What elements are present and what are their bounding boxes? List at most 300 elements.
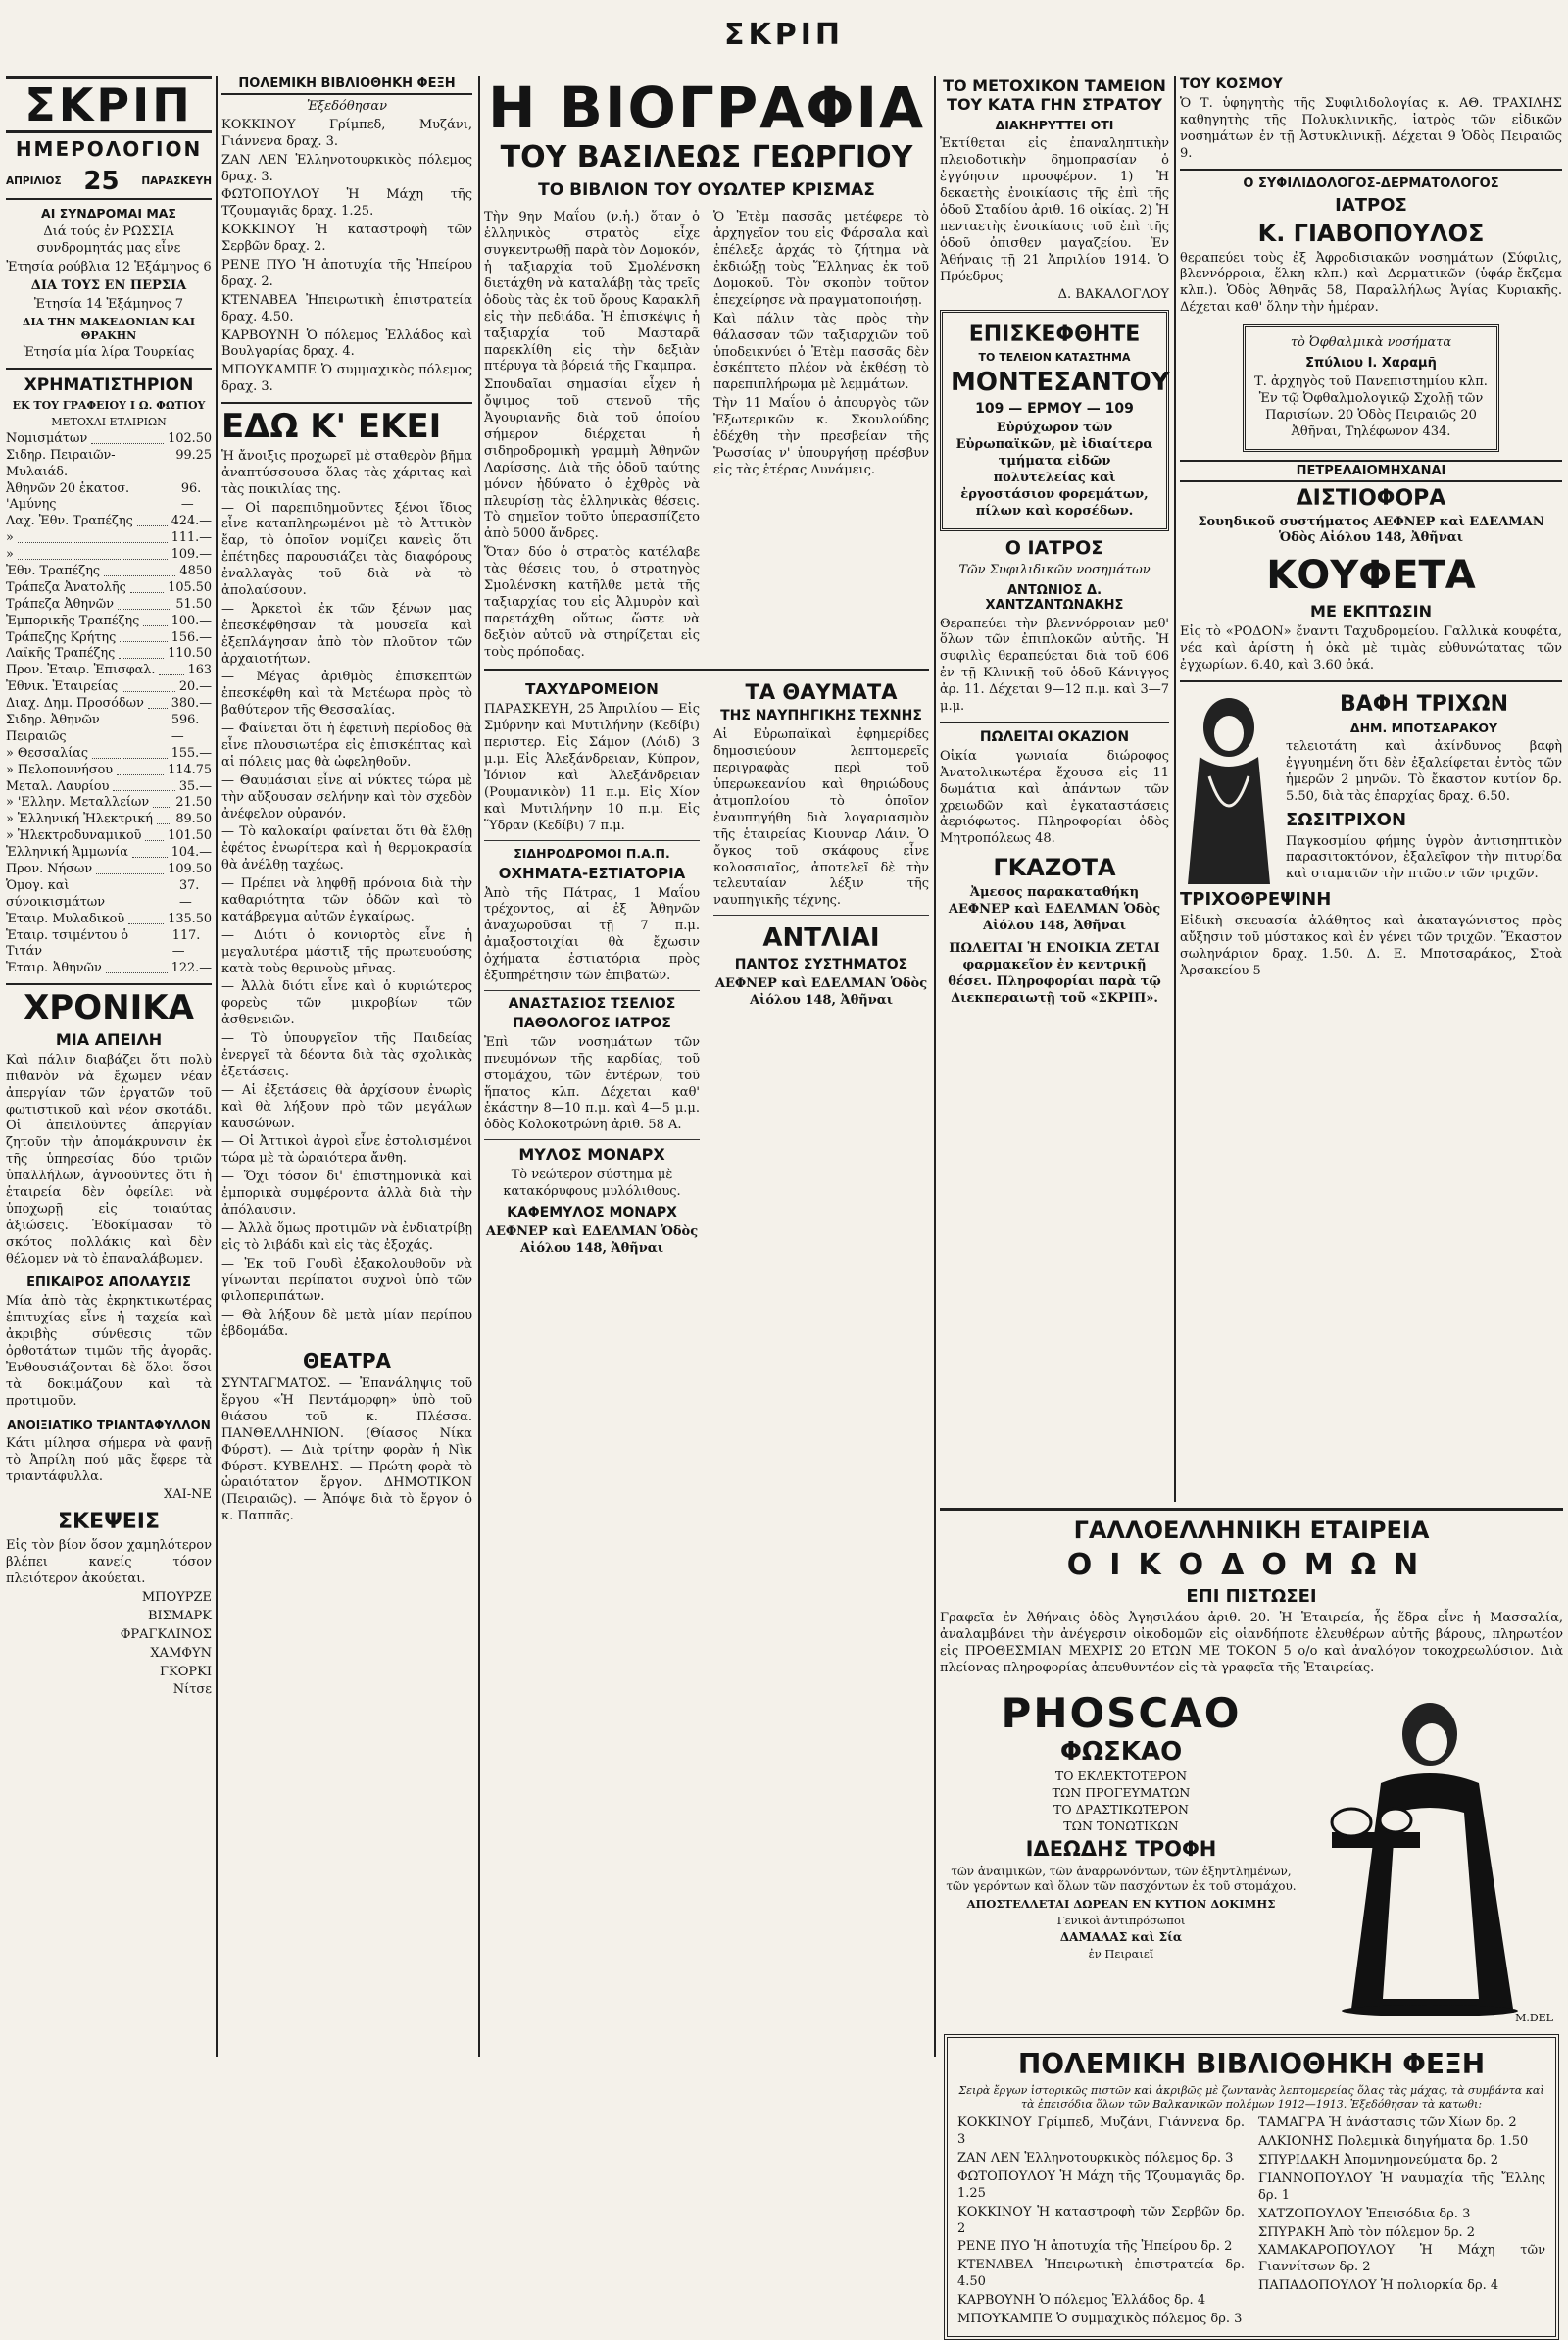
stock-name: Ὁμογ. καὶ σύνοικισμάτων	[6, 877, 106, 910]
visit-name: ΜΟΝΤΕΣΑΝΤΟΥ	[951, 368, 1170, 398]
dye-title: ΒΑΦΗ ΤΡΙΧΩΝ	[1340, 692, 1508, 718]
hair-dye-ad	[1180, 688, 1562, 885]
stock-name: » Ἠλεκτροδυναμικοῦ	[6, 828, 142, 844]
here-there-text	[221, 449, 472, 1341]
machines-name: ΔΙΣΤΙΟΦΟΡΑ	[1296, 485, 1446, 511]
phoscao-line: ΤΩΝ ΠΡΟΓΕΥΜΑΤΩΝ	[1052, 1784, 1191, 1800]
doctor-tselios-sub: ΠΑΘΟΛΟΓΟΣ ΙΑΤΡΟΣ	[513, 1015, 671, 1031]
stock-row	[6, 763, 212, 779]
column-rule	[478, 76, 480, 2057]
column-rule	[1174, 76, 1176, 1502]
biography-body	[484, 208, 929, 663]
stock-row	[6, 828, 212, 845]
date-weekday: ΠΑΡΑΣΚΕΥΗ	[141, 175, 212, 188]
stock-price: 4850	[179, 563, 212, 578]
date-day: 25	[83, 167, 120, 197]
column-rule	[934, 76, 936, 2057]
war-library-ad-item: ΚΑΡΒΟΥΝΗ Ὁ πόλεμος Ἑλλάδος καὶ Βουλγαρίας δραχ. 4.	[221, 327, 472, 360]
thoughts-text: Εἰς τὸν βίον ὅσον χαμηλότερον βλέπει κανείς τόσον πλειότερον ἀκούεται.	[6, 1538, 212, 1587]
stock-row	[6, 614, 212, 630]
biography-paragraph: Καὶ πάλιν τὰς πρὸς τὴν θάλασσαν τῶν ταξιαρχιῶν τοῦ ὑποδεικνύει ὁ Ἐτὲμ πασσᾶς δὲν ἐσκέπτετο πλέον νὰ ἐκθέσῃ τὸ παρεπιπλήρωμα μὲ λεμμάτων.	[713, 311, 929, 393]
trichothrepsini-text: Εἰδικὴ σκευασία ἀλάθητος καὶ ἀκαταγώνιστος πρὸς αὔξησιν τοῦ μύστακος καὶ ἐν γένει τῶν τριχῶν. Ἕκαστον σωληνάριον δραχ. 1.50. Δ. Ε. Μποτσαράκος, Στοὰ Ἀρσακείου 5	[1180, 914, 1562, 978]
war-library-item: ΤΑΜΑΓΡΑ Ἡ ἀνάστασις τῶν Χίων δρ. 2	[1258, 2116, 1517, 2131]
stock-price: 101.50	[168, 828, 212, 844]
sositrichon-title: ΣΩΣΙΤΡΙΧΟΝ	[1286, 809, 1407, 830]
here-there-paragraph: — Οἱ Ἀττικοὶ ἀγροὶ εἶνε ἐστολισμένοι τώρα μὲ τὰ ὡραιότερα ἄνθη.	[221, 1134, 472, 1167]
eye-title: τὸ Ὀφθαλμικὰ νοσήματα	[1290, 335, 1452, 351]
stock-leader	[118, 597, 172, 610]
stock-leader	[104, 564, 175, 576]
here-there-paragraph: — Ἀλλὰ διότι εἶνε καὶ ὁ κυριώτερος φορεὺς τῶν μικροβίων τῶν ἀσθενειῶν.	[221, 979, 472, 1028]
stock-name: Ἐμπορικῆς Τραπέζης	[6, 613, 140, 628]
phoscao-line: ΤΟ ΕΚΛΕΚΤΟΤΕΡΟΝ	[1054, 1767, 1188, 1783]
column-rule	[216, 76, 218, 2057]
stock-name: Μεταλ. Λαυρίου	[6, 778, 110, 794]
rose-title: ΑΝΟΙΞΙΑΤΙΚΟ ΤΡΙΑΝΤΑΦΥΛΛΟΝ	[7, 1418, 211, 1432]
bottom-right-block	[940, 1502, 1563, 2326]
subs-line: Ἐτησία μία λίρα Τουρκίας	[23, 345, 195, 361]
sale-title: ΠΩΛΕΙΤΑΙ ΟΚΑΖΙΟΝ	[979, 728, 1130, 745]
stock-row	[6, 928, 212, 962]
phoscao-signature: M.DEL	[1515, 2011, 1553, 2024]
stock-leader	[113, 779, 174, 792]
biography-col-right	[713, 208, 929, 663]
subs-line: ΔΙΑ ΤΟΥΣ ΕΝ ΠΕΡΣΙΑ	[30, 277, 187, 293]
biography-paragraph: Τὴν 9ην Μαΐου (ν.ἡ.) ὅταν ὁ ἑλληνικὸς στρατὸς εἶχε συγκεντρωθῇ παρὰ τὸν Δομοκόν, ἡ ταξιαρχία τοῦ Σμολένσκη διετάχθη νὰ καταλάβῃ τὰς τρεῖς ὁδοὺς τὰς ἐκ τοῦ ὄρους Καρακλῆ εἰς τὴν πεδιάδα. Ἡ ἐπισκέψις ἡ ταξιαρχία τοῦ Μασταρᾶ παρεκλίθη εἰς τὴν δεξιὰν πτέρυγα τὰ βόρειά τῆς Γκαμπρα.	[484, 210, 700, 374]
here-there-paragraph: — Ὅχι τόσον δι' ἐπιστημονικὰ καὶ ἐμπορικὰ συμφέροντα ἀλλὰ διὰ τὴν ἀπόλαυσιν.	[221, 1170, 472, 1219]
war-library-ad-item: ΚΟΚΚΙΝΟΥ Ἡ καταστροφὴ τῶν Σερβῶν δραχ. 2.	[221, 223, 472, 255]
thoughts-title: ΣΚΕΨΕΙΣ	[57, 1510, 161, 1535]
thoughts-sign: ΦΡΑΓΚΛΙΝΟΣ	[120, 1626, 212, 1642]
fund-title: ΤΟ ΜΕΤΟΧΙΚΟΝ ΤΑΜΕΙΟΝ ΤΟΥ ΚΑΤΑ ΓΗΝ ΣΤΡΑΤΟΥ	[943, 76, 1166, 115]
subs-line: ΔΙΑ ΤΗΝ ΜΑΚΕΔΟΝΙΑΝ ΚΑΙ ΘΡΑΚΗΝ	[22, 315, 196, 343]
koufeta-title: ΚΟΥΦΕΤΑ	[1266, 553, 1476, 599]
war-library-list-left	[957, 2114, 1245, 2330]
column-1	[6, 73, 212, 2061]
war-library-item: ΠΑΠΑΔΟΠΟΥΛΟΥ Ἡ πολιορκία δρ. 4	[1258, 2278, 1499, 2294]
stock-price: 37.—	[178, 877, 200, 910]
stock-name: Τράπεζα Ἀνατολῆς	[6, 579, 126, 595]
war-library-item: ΚΤΕΝΑΒΕΑ Ἠπειρωτικὴ ἐπιστρατεία δρ. 4.50	[957, 2258, 1245, 2290]
stock-name: »	[6, 530, 14, 546]
stock-leader	[130, 580, 164, 593]
stock-price: 20.—	[178, 679, 212, 695]
stock-name: Νομισμάτων	[6, 430, 88, 446]
stock-leader	[96, 862, 164, 874]
war-library-item: ΓΙΑΝΝΟΠΟΥΛΟΥ Ἡ ναυμαχία τῆς Ἔλλης δρ. 1	[1258, 2170, 1545, 2203]
here-there-paragraph: — Τὸ ὑπουργεῖον τῆς Παιδείας ἐνεργεῖ τὰ δέοντα διὰ τὰς σχολικὰς ἐξετάσεις.	[221, 1031, 472, 1079]
war-library-ad-item: ΜΠΟΥΚΑΜΠΕ Ὁ συμμαχικὸς πόλεμος δραχ. 3.	[221, 363, 472, 395]
war-library-lists	[957, 2114, 1545, 2330]
stock-row	[6, 679, 212, 696]
column-3-lower	[484, 676, 929, 1259]
war-library-list-right	[1258, 2114, 1545, 2330]
stock-name: Διαχ. Δημ. Προσόδων	[6, 696, 144, 712]
stock-leader	[106, 961, 168, 973]
stock-leader	[117, 763, 164, 775]
stock-leader	[92, 746, 168, 759]
stock-name: Ἐταιρ. Μυλαδικοῦ	[6, 911, 125, 926]
dye-name: ΔΗΜ. ΜΠΟΤΣΑΡΑΚΟΥ	[1349, 721, 1498, 736]
stock-row	[6, 481, 212, 515]
stock-price: 35.—	[178, 778, 212, 794]
here-there-paragraph: — Φαίνεται ὅτι ἡ ἐφετινὴ περίοδος θὰ εἶνε πλουσιωτέρα εἰς ἐπισκέπτας καὶ αἱ πόλεις μας θὰ ὠφεληθοῦν.	[221, 722, 472, 770]
stock-price: 110.50	[168, 646, 212, 662]
sositrichon-text: Παγκοσμίου φήμης ὑγρὸν ἀντισηπτικὸν παρασιτοκτόνον, ἐξαλεῖφον τὴν πιτυρίδα καὶ σταματῶν τὴν πτῶσιν τῶν τριχῶν.	[1286, 833, 1562, 882]
railway-sub: ΟΧΗΜΑΤΑ-ΕΣΤΙΑΤΟΡΙΑ	[498, 864, 686, 882]
stock-row	[6, 961, 212, 977]
column-2	[221, 73, 472, 2061]
stock-name: Λαχ. Ἐθν. Τραπέζης	[6, 514, 133, 529]
biography-paragraph: Σπουδαῖαι σημασίαι εἶχεν ἡ ὄψιμος τοῦ στενοῦ τῆς Ἀγουριανῆς διὰ τοῦ ὁποίου σήμερον διέρχεται ἡ σιδηροδρομικὴ γραμμὴ Ἀθηνῶν Λαρίσσης. Διὰ τῆς ὁδοῦ ταύτης μόνον ἠδύνατο ὁ ἐχθρὸς νὰ πλευρίσῃ τὰς ἑλληνικὰς θέσεις. Τὸ σημεῖον τοῦτο ὑπερασπίζετο ἀπὸ 5000 ἄνδρες.	[484, 377, 700, 542]
phoscao-big: ΙΔΕΩΔΗΣ ΤΡΟΦΗ	[1025, 1836, 1217, 1861]
stock-name: »	[6, 547, 14, 563]
column-3-lower-left	[484, 676, 700, 1259]
koufeta-text: Εἰς τὸ «ΡΟΔΟΝ» ἔναντι Ταχυδρομείου. Γαλλικὰ κουφέτα, νέα καὶ ἀρίστη ἡ ὀκὰ μὲ τιμὰς εὐθυνώτατας τῶν ἐγχωρίων. 6.40, καὶ 3.60 ὀκά.	[1180, 624, 1562, 673]
stock-name: Ἑταιρ. Ἀθηνῶν	[6, 961, 102, 976]
stock-row	[6, 630, 212, 647]
subs-line: Ἐτησία ρούβλια 12 Ἑξάμηνος 6	[6, 260, 212, 275]
stock-name: » Θεσσαλίας	[6, 745, 89, 761]
date-month: ΑΠΡΙΛΙΟΣ	[6, 175, 62, 188]
stock-leader	[122, 679, 175, 692]
stock-leader	[157, 812, 172, 824]
here-there-paragraph: — Θὰ λήξουν δὲ μετὰ μίαν περίπου ἑβδομάδα.	[221, 1308, 472, 1340]
fund-sub: ΔΙΑΚΗΡΥΤΤΕΙ ΟΤΙ	[995, 118, 1114, 133]
railway-text: Ἀπὸ τῆς Πάτρας, 1 Μαΐου τρέχοντος, αἱ ἐξ Ἀθηνῶν ἀναχωροῦσαι τῇ 7 π.μ. ἀμαξοστοιχίαι θὰ ἔχωσιν ὀχήματα ἑστιατόρια πρὸς ἐξυπηρέτησιν τῶν ἐπιβατῶν.	[484, 885, 700, 984]
war-library-ad-item: ΚΤΕΝΑΒΕΑ Ἠπειρωτικὴ ἐπιστρατεία δραχ. 4.50.	[221, 292, 472, 324]
column-5	[1180, 73, 1562, 1496]
machines-title: ΠΕΤΡΕΛΑΙΟΜΗΧΑΝΑΙ	[1180, 460, 1562, 482]
stock-price: 114.75	[168, 762, 212, 777]
war-library-item: ΦΩΤΟΠΟΥΛΟΥ Ἡ Μάχη τῆς Τζουμαγιᾶς δρ. 1.25	[957, 2168, 1245, 2201]
here-there-title: ΕΔΩ Κ' ΕΚΕΙ	[221, 407, 442, 447]
gallo-sub: ΕΠΙ ΠΙΣΤΩΣΕΙ	[1186, 1586, 1317, 1607]
wonders-sub: ΤΗΣ ΝΑΥΠΗΓΙΚΗΣ ΤΕΧΝΗΣ	[720, 708, 922, 724]
eye-name: Σπύλιου Ι. Χαραμῆ	[1305, 356, 1437, 372]
here-there-paragraph: — Ἀρκετοὶ ἐκ τῶν ξένων μας ἐπεσκέφθησαν τὰ μουσεῖα καὶ ἐξεπλάγησαν ἀπὸ τὸν πλοῦτον τῶν ἀρχαιοτήτων.	[221, 601, 472, 667]
phoscao-samples: ΑΠΟΣΤΕΛΛΕΤΑΙ ΔΩΡΕΑΝ ΕΝ ΚΥΤΙΟΝ ΔΟΚΙΜΗΣ	[966, 1896, 1276, 1911]
here-there-paragraph: — Μέγας ἀριθμὸς ἐπισκεπτῶν ἐπεσκέφθη καὶ τὰ Μετέωρα πρὸς τὸ βαθύτερον τῆς Θεσσαλίας.	[221, 670, 472, 719]
stock-row	[6, 431, 212, 448]
war-library-ad-item: ΦΩΤΟΠΟΥΛΟΥ Ἡ Μάχη τῆς Τζουμαγιᾶς δραχ. 1.25.	[221, 187, 472, 220]
chronicles-text: Καὶ πάλιν διαβάζει ὅτι πολὺ πιθανὸν νὰ ἔχωμεν νέαν ἀπεργίαν τῶν ἐργατῶν τοῦ φωτιστικοῦ καὶ νέον σκοτάδι. Οἱ ἀπειλοῦντες ἀπεργίαν ζητοῦν τὴν ἀπομάκρυνσιν ἐκ τῆς ὑπηρεσίας δύο τριῶν ὑπαλλήλων, ἀγνοοῦντες ὅτι ἡ ἑταιρεία δὲν ὀφείλει νὰ ὑποχωρῇ εἰς τοιαύτας ἀξιώσεις. Ἐδοκίμασαν τὸ σκότος πολλάκις καὶ δὲν θέλομεν νὰ τὸ ἐπαναλάβωμεν.	[6, 1052, 212, 1267]
thoughts-sign: Νίτσε	[172, 1682, 212, 1698]
war-library-item: ΣΠΥΡΙΔΑΚΗ Ἀπομνημονεύματα δρ. 2	[1258, 2152, 1499, 2167]
stock-row	[6, 812, 212, 828]
stock-row	[6, 878, 212, 912]
stock-price: 135.50	[168, 911, 212, 926]
stock-leader	[18, 547, 168, 560]
visit-ad	[940, 310, 1169, 530]
fund-sign: Δ. ΒΑΚΑΛΟΓΛΟΥ	[1057, 287, 1169, 303]
phoscao-more: τῶν ἀναιμικῶν, τῶν ἀναρρωνόντων, τῶν ἐξηντλημένων, τῶν γερόντων καὶ ὅλων τῶν πασχόντων ἐκ τοῦ στομάχου.	[946, 1864, 1297, 1894]
stock-row	[6, 845, 212, 862]
post-title: ΤΑΧΥΔΡΟΜΕΙΟΝ	[525, 680, 659, 699]
stock-price: 111.—	[171, 530, 212, 546]
stock-price: 99.25	[175, 447, 212, 463]
thoughts-sign: ΓΚΟΡΚΙ	[160, 1664, 212, 1679]
here-there-paragraph: — Ἐκ τοῦ Γουδὶ ἐξακολουθοῦν νὰ γίνωνται περίπατοι συχνοὶ ὑπὸ τῶν φιλοπεριπάτων.	[221, 1256, 472, 1305]
stock-leader	[137, 514, 168, 526]
stock-row	[6, 597, 212, 614]
war-library-item: ΚΑΡΒΟΥΝΗ Ὁ πόλεμος Ἑλλάδος δρ. 4	[957, 2293, 1206, 2309]
here-there-paragraph: — Οἱ παρεπιδημοῦντες ξένοι ἴδιος εἶνε καταπληρωμένοι μὲ τὸ Ἀττικὸν ἔαρ, τὸ ὁποῖον νομίζει κανεὶς ὅτι ἐπέτηδες παρουσιάζει τὰς διαφόρους ἐναλλαγὰς τοῦ διὰ νὰ τὸ ἀπολαύσουν.	[221, 500, 472, 598]
syphilis-doctor-sub: ΙΑΤΡΟΣ	[1335, 194, 1407, 216]
stock-row	[6, 779, 212, 796]
war-library-item: ΧΑΜΑΚΑΡΟΠΟΥΛΟΥ Ἡ Μάχη τῶν Γιαννίτσων δρ. 2	[1258, 2243, 1545, 2275]
pumps-title: ΑΝΤΛΙΑΙ	[762, 923, 880, 954]
eye-doctor-ad	[1243, 324, 1499, 451]
rose-sign: ΧΑΙ-ΝΕ	[163, 1487, 212, 1503]
stock-table	[6, 431, 212, 977]
war-library-item: ΧΑΤΖΟΠΟΥΛΟΥ Ἐπεισόδια δρ. 3	[1258, 2206, 1471, 2221]
visit-title: ΕΠΙΣΚΕΦΘΗΤΕ	[968, 323, 1141, 348]
phoscao-line: ΤΩΝ ΤΟΝΩΤΙΚΩΝ	[1063, 1817, 1179, 1833]
stock-price: 21.50	[175, 795, 212, 811]
thoughts-sign: ΜΠΟΥΡΖΕ	[141, 1589, 212, 1605]
logo: ΣΚΡΙΠ	[6, 76, 212, 133]
stock-price: 117.—	[172, 927, 201, 960]
war-library-item: ΡΕΝΕ ΠΥΟ Ἡ ἀποτυχία τῆς Ἠπείρου δρ. 2	[957, 2239, 1233, 2255]
stock-price: 380.—	[171, 696, 212, 712]
maid-illustration-icon	[1312, 1685, 1538, 2018]
dye-text: τελειοτάτη καὶ ἀκίνδυνος βαφὴ ἐγγυημένη ὅτι δὲν ἐξαλείφεται ἐντὸς τῶν ἡμερῶν 2 μηνῶν. Τὸ ἔκαστον κυτίον δρ. 5.50, διὰ τὰς ἐπαρχίας δραχ. 6.50.	[1286, 739, 1562, 804]
war-library-item: ΚΟΚΚΙΝΟΥ Ἡ καταστροφὴ τῶν Σερβῶν δρ. 2	[957, 2204, 1245, 2236]
hair-dye-copy	[1286, 688, 1562, 885]
syphilis-doctor-title: Ο ΣΥΦΙΛΙΔΟΛΟΓΟΣ-ΔΕΡΜΑΤΟΛΟΓΟΣ	[1243, 175, 1499, 191]
stock-row	[6, 795, 212, 812]
phoscao-title: PHOSCAO	[1001, 1688, 1242, 1737]
here-there-paragraph: — Τὸ καλοκαίρι φαίνεται ὅτι θὰ ἔλθῃ ἐφέτος ἐνωρίτερα καὶ ἡ θερμοκρασία θὰ ἀνέλθῃ ταχέως.	[221, 824, 472, 873]
stock-name: Ἐθν. Τραπέζης	[6, 563, 101, 578]
machines-text: Σουηδικοῦ συστήματος ΑΕΦΝΕΡ καὶ ΕΔΕΛΜΑΝ Ὁδὸς Αἰόλου 148, Ἀθῆναι	[1198, 514, 1544, 546]
visit-text: Εὐρύχωρον τῶν Εὐρωπαϊκῶν, μὲ ἰδιαίτερα τμήματα εἰδῶν πολυτελείας καὶ ἐργοστάσιον φορεμάτων, πίλων καὶ κορσέδων.	[956, 421, 1153, 519]
column-3-lower-right	[713, 676, 929, 1259]
doctor-tselios-text: Ἐπὶ τῶν νοσημάτων τῶν πνευμόνων τῆς καρδίας, τοῦ στομάχου, τῶν ἐντέρων, τοῦ ἥπατος κλπ. Δέχεται καθ' ἑκάστην 8—10 π.μ. καὶ 4—5 μ.μ. ὁδὸς Κολοκοτρώνη ἀριθ. 58 Α.	[484, 1034, 700, 1133]
stock-price: 155.—	[171, 745, 212, 761]
syphilis-doctor-text: θεραπεύει τοὺς ἐξ Ἀφροδισιακῶν νοσημάτων (Σύφιλις, βλεννόρροια, ἕλκη κλπ.) καὶ Δερματικῶν (ὑφάρ-ἔκζεμα κλπ.). Ὁδὸς Ἀθηνᾶς 58, Παραλλήλως Ἁγίας Κυριακῆς. Δέχεται καθ' ὅλην τὴν ἡμέραν.	[1180, 250, 1562, 316]
stock-name: Τράπεζα Ἀθηνῶν	[6, 596, 114, 612]
stock-price: 122.—	[171, 961, 212, 976]
epi-text: Μία ἀπὸ τὰς ἐκρηκτικωτέρας ἐπιτυχίας εἶνε ἡ ταχεία καὶ ἀκριβὴς σύνθεσις τῶν ὀρθοτάτων τιμῶν τῆς ἀγορᾶς. Ἐνθουσιάζονται δὲ ὅλοι ὅσοι τὰ δοκιμάζουν καὶ τὰ προτιμοῦν.	[6, 1294, 212, 1409]
stock-name: Λαϊκῆς Τραπέζης	[6, 646, 116, 662]
stock-price: 89.50	[175, 812, 212, 827]
doctor-tselios-title: ΑΝΑΣΤΑΣΙΟΣ ΤΣΕΛΙΟΣ	[508, 995, 676, 1012]
stock-leader	[145, 828, 164, 841]
here-there-paragraph: — Ἀλλὰ ὅμως προτιμῶν νὰ ἐνδιατρίβῃ εἰς τὸ λιβάδι καὶ εἰς τὰς ἐξοχάς.	[221, 1220, 472, 1253]
war-library-ad	[944, 2034, 1559, 2340]
stock-price: 102.50	[168, 430, 212, 446]
phoscao-line: ΤΟ ΔΡΑΣΤΙΚΩΤΕΡΟΝ	[1054, 1801, 1189, 1817]
theatres-title: ΘΕΑΤΡΑ	[303, 1349, 391, 1373]
biography-paragraph: Ὅταν δύο ὁ στρατὸς κατέλαβε τὰς θέσεις του, ὁ στρατηγὸς Σμολένσκη κατῆλθε μετὰ τῆς ταξιαρχίας του εἰς Ἀλμυρὸν καὶ παρετάχθη οὕτως ὥστε νὰ δεξιὸν αὐτοῦ νὰ στηρίζεται εἰς τοὺς πρόποδας.	[484, 545, 700, 660]
stock-row	[6, 580, 212, 597]
stock-row	[6, 663, 212, 679]
phoscao-greek: ΦΩΣΚΑΟ	[1059, 1736, 1183, 1767]
stock-row	[6, 646, 212, 663]
world-text: Ὁ Τ. ὑφηγητὴς τῆς Συφιλιδολογίας κ. ΑΘ. ΤΡΑΧΙΛΗΣ καθηγητὴς τῆς Πολυκλινικῆς, ἰατρὸς τῶν εἰδικῶν νοσημάτων ἐν τῇ Ἀστυκλινικῇ. Δέχεται 9 Ὁδὸς Πειραιῶς 9.	[1180, 96, 1562, 161]
stock-name: » Ἑλληνική Ἠλεκτρική	[6, 812, 153, 827]
stock-price: 105.50	[168, 579, 212, 595]
stock-price: 156.—	[171, 629, 212, 645]
stock-row	[6, 514, 212, 530]
doctor-title: Ο ΙΑΤΡΟΣ	[1004, 536, 1104, 559]
war-library-ad-list	[221, 118, 472, 396]
war-library-item: ΑΛΚΙΟΝΗΣ Πολεμικὰ διηγήματα δρ. 1.50	[1258, 2134, 1529, 2150]
railway-title: ΣΙΔΗΡΟΔΡΟΜΟΙ Π.Α.Π.	[514, 845, 670, 861]
wonders-text: Αἱ Εὐρωπαϊκαὶ ἐφημερίδες δημοσιεύουν λεπτομερεῖς περιγραφὰς περὶ τοῦ ὑπερωκεανίου καὶ θηριώδους ἀτμοπλοίου τὸ ὁποῖον ἐναυπηγήθη διὰ λογαριασμὸν τῆς ἑταιρείας Κιουναρ Λάιν. Ὁ ὄγκος τοῦ σκάφους εἶνε κολοσσιαῖος, ἀποτελεῖ δὲ τὴν τελευταίαν λέξιν τῆς ναυπηγικῆς τέχνης.	[713, 727, 929, 909]
stock-price: 51.50	[175, 596, 212, 612]
gallo-name: ΟΙΚΟΔΟΜΩΝ	[1066, 1548, 1437, 1582]
column-4	[940, 73, 1169, 1496]
gallo-title: ΓΑΛΛΟΕΛΛΗΝΙΚΗ ΕΤΑΙΡΕΙΑ	[1073, 1517, 1430, 1544]
war-library-ad-title: ΠΟΛΕΜΙΚΗ ΒΙΒΛΙΟΘΗΚΗ ΦΕΞΗ	[221, 76, 472, 95]
doctor-name: ΑΝΤΩΝΙΟΣ Δ. ΧΑΝΤΖΑΝΤΩΝΑΚΗΣ	[985, 582, 1124, 613]
war-library-item: ΚΟΚΚΙΝΟΥ Γρίμπεδ, Μυζάνι, Γιάννενα δρ. 3	[957, 2116, 1245, 2148]
doctor-text: Θεραπεύει τὴν βλεννόρροιαν μεθ' ὅλων τῶν ἐπιπλοκῶν αὐτῆς. Ἡ συφιλὶς θεραπεύεται διὰ τοῦ 606 ἐν τῇ Κλινικῇ τοῦ ὁδοῦ Κάνιγγος ἀρ. 11. Δέχεται 9—12 π.μ. καὶ 3—7 μ.μ.	[940, 616, 1169, 714]
stock-price: 100.—	[171, 613, 212, 628]
visit-sub: ΤΟ ΤΕΛΕΙΟΝ ΚΑΤΑΣΤΗΜΑ	[978, 351, 1131, 365]
eye-text: Τ. ἀρχηγὸς τοῦ Πανεπιστημίου κλπ. Ἐν τῷ Ὀφθαλμολογικῷ Σχολῇ τῶν Παρισίων. 20 Ὁδὸς Πειραιῶς 20 Ἀθῆναι, Τηλέφωνον 434.	[1254, 374, 1488, 439]
pumps-address: ΑΕΦΝΕΡ καὶ ΕΔΕΛΜΑΝ Ὁδὸς Αἰόλου 148, Ἀθῆναι	[714, 976, 928, 1009]
stock-name: Ἑλληνική Ἀμμωνία	[6, 845, 128, 861]
war-library-item: ΣΠΥΡΑΚΗ Ἀπὸ τὸν πόλεμον δρ. 2	[1258, 2224, 1476, 2240]
biography-col-left	[484, 208, 700, 663]
stock-leader	[91, 431, 164, 444]
wonders-title: ΤΑ ΘΑΥΜΑΤΑ	[745, 680, 898, 705]
mill-text: Τὸ νεώτερον σύστημα μὲ κατακόρυφους μυλόλιθους.	[503, 1168, 681, 1200]
chronicles-sub: ΜΙΑ ΑΠΕΙΛΗ	[55, 1029, 163, 1049]
stock-title: ΧΡΗΜΑΤΙΣΤΗΡΙΟΝ	[24, 375, 194, 396]
here-there-paragraph: — Θαυμάσιαι εἶνε αἱ νύκτες τώρα μὲ τὴν αὔξουσαν σελήνην καὶ τὸν σχεδὸν ἀνέφελον οὐρανόν.	[221, 772, 472, 821]
war-library-ad-item: ΚΟΚΚΙΝΟΥ Γρίμπεδ, Μυζάνι, Γιάννενα δραχ. 3.	[221, 117, 472, 149]
doctor-sub: Τῶν Συφιλιδικῶν νοσημάτων	[958, 562, 1151, 577]
stock-price: 163	[187, 663, 212, 678]
stock-leader	[119, 646, 164, 659]
mill-address: ΑΕΦΝΕΡ καὶ ΕΔΕΛΜΑΝ Ὁδὸς Αἰόλου 148, Ἀθῆναι	[485, 1224, 699, 1256]
stock-leader	[128, 912, 164, 924]
war-library-item: ΜΠΟΥΚΑΜΠΕ Ὁ συμμαχικὸς πόλεμος δρ. 3	[957, 2311, 1243, 2326]
here-there-paragraph: Ἡ ἄνοιξις προχωρεῖ μὲ σταθερὸν βῆμα ἀναπτύσσουσα ὅλας τὰς χάριτας καὶ τὰς ποικιλίας της.	[221, 448, 472, 497]
subs-line: Ἐτησία 14 Ἑξάμηνος 7	[33, 296, 184, 312]
here-there-paragraph: — Διότι ὁ κονιορτὸς εἶνε ἡ μεγαλυτέρα μάστιξ τῆς πρωτευούσης κατὰ τοὺς θερινοὺς μῆνας.	[221, 927, 472, 976]
war-library-ad-item: ΖΑΝ ΛΕΝ Ἑλληνοτουρκικὸς πόλεμος δραχ. 3.	[221, 152, 472, 184]
theatres-text: ΣΥΝΤΑΓΜΑΤΟΣ. — Ἐπανάληψις τοῦ ἔργου «Ἡ Πεντάμορφη» ὑπὸ τοῦ θιάσου τοῦ κ. Πλέσσα. ΠΑΝΘΕΛΛΗΝΙΟΝ. (Θίασος Νίκα Φύρστ). — Διὰ τρίτην φορὰν ἡ Νὶκ Φύρστ. ΚΥΒΕΛΗΣ. — Πρώτη φορὰ τὸ ὡραιότατον ἔργον. ΔΗΜΟΤΙΚΟΝ (Πειραιῶς). — Ἀπόψε διὰ τὸ ἔργον ὁ κ. Παππᾶς.	[221, 1376, 472, 1524]
sale-text: Οἰκία γωνιαία διώροφος Ἀνατολικωτέρα ἔχουσα εἰς 11 δωμάτια καὶ ἀπάντων τῶν χρειωδῶν καὶ ἐγκαταστάσεις ἀεριόφωτος. Πληροφορίαι ὁδὸς Μητροπόλεως 48.	[940, 748, 1169, 847]
war-library-item: ΖΑΝ ΛΕΝ Ἑλληνοτουρκικὸς πόλεμος δρ. 3	[957, 2150, 1234, 2166]
stock-price: 104.—	[171, 845, 212, 861]
stock-row	[6, 713, 212, 746]
date-line	[6, 165, 212, 200]
gazota-text: Ἀμεσος παρακαταθήκη ΑΕΦΝΕΡ καὶ ΕΔΕΛΜΑΝ Ὁδὸς Αἰόλου 148, Ἀθῆναι	[948, 885, 1161, 933]
here-there-paragraph: — Πρέπει νὰ ληφθῇ πρόνοια διὰ τὴν καθαριότητα τῶν ὁδῶν καὶ τὸ κατάβρεγμα αὐτῶν ἐγκαίρως.	[221, 876, 472, 924]
stock-name: Ἑταιρ. τσιμέντου ὁ Τιτάν	[6, 927, 129, 960]
syphilis-doctor-name: Κ. ΓΙΑΒΟΠΟΥΛΟΣ	[1257, 219, 1485, 247]
biography-paragraph: Ὁ Ἐτὲμ πασσᾶς μετέφερε τὸ ἀρχηγεῖον του εἰς Φάρσαλα καὶ ἐπέλεξε ἀρχάς τὸ ζήτημα νὰ ἐκδιώξῃ τοὺς Ἕλληνας ἐκ τοῦ Δομοκοῦ. Τὸν σκοπὸν τοῦτον ἐπεχείρησε νὰ πραγματοποιήσῃ.	[713, 210, 929, 308]
stock-leader	[159, 663, 183, 675]
mill-title: ΜΥΛΟΣ ΜΟΝΑΡΧ	[518, 1145, 665, 1165]
gazota-title: ΓΚΑΖΟΤΑ	[993, 854, 1116, 882]
stock-sub2: ΜΕΤΟΧΑΙ ΕΤΑΙΡΙΩΝ	[51, 415, 167, 428]
biography-title: Η ΒΙΟΓΡΑΦΙΑ	[488, 75, 925, 141]
stock-row	[6, 530, 212, 547]
war-library-sub: Σειρὰ ἔργων ἱστορικῶς πιστῶν καὶ ἀκριβῶς μὲ ζωντανὰς λεπτομερείας ὅλας τὰς μάχας, τὰ συμβάντα καὶ τὰ ἐπεισόδια ὅλων τῶν Βαλκανικῶν πολέμων 1912—1913. Ἐξεδόθησαν τὰ κατωθι:	[958, 2083, 1544, 2111]
stock-sub: ΕΚ ΤΟΥ ΓΡΑΦΕΙΟΥ Ι Ω. ΦΩΤΙΟΥ	[12, 399, 206, 413]
phoscao-agent: Γενικοὶ ἀντιπρόσωποι	[1056, 1913, 1186, 1927]
biography-sub: ΤΟ ΒΙΒΛΙΟΝ ΤΟΥ ΟΥΩΛΤΕΡ ΚΡΙΣΜΑΣ	[538, 180, 875, 201]
stock-leader	[143, 614, 167, 626]
stock-name: Ἀθηνῶν 20 ἑκατοσ. 'Αμύνης	[6, 480, 130, 513]
stock-leader	[120, 630, 167, 643]
stock-price: 96.—	[180, 480, 202, 513]
rent-text: ΠΩΛΕΙΤΑΙ Ἡ ΕΝΟΙΚΙΑ ΖΕΤΑΙ φαρμακεῖον ἐν κεντρικῇ θέσει. Πληροφορίαι παρὰ τῷ Διεκπεραιωτῇ τοῦ «ΣΚΡΙΠ».	[948, 940, 1161, 1006]
gallo-text: Γραφεῖα ἐν Ἀθήναις ὁδὸς Ἀγησιλάου ἀριθ. 20. Ἡ Ἑταιρεία, ἧς ἕδρα εἶνε ἡ Μασσαλία, ἀναλαμβάνει τὴν ἀνέγερσιν οἰκοδομῶν εἰς οἱανδήποτε ἐλευθέρων αὐτῆς βάρους, πληρωτέον εἰς ΠΡΟΘΕΣΜΙΑΝ ΜΕΧΡΙΣ 20 ΕΤΩΝ ΜΕ ΤΟΚΟΝ 5 ο/ο καὶ ἀναλόγον τοκοχρεωλύσιον. Διὰ πλείονας πληροφορίας ἀπευθυντέον εἰς τὰ γραφεῖα τῆς Ἑταιρείας.	[940, 1611, 1563, 1675]
war-library-ad-item: ΡΕΝΕ ΠΥΟ Ἡ ἀποτυχία τῆς Ἠπείρου δραχ. 2.	[221, 258, 472, 289]
thoughts-sign: ΒΙΣΜΑΡΚ	[147, 1608, 212, 1623]
stock-row	[6, 564, 212, 580]
stock-row	[6, 547, 212, 564]
stock-leader	[153, 795, 172, 808]
subs-title: ΑΙ ΣΥΝΔΡΟΜΑΙ ΜΑΣ	[41, 206, 176, 222]
biography-paragraph: Τὴν 11 Μαΐου ὁ ἀπουργὸς τῶν Ἐξωτερικῶν κ. Σκουλούδης ἐδέχθη τὴν πρεσβείαν τῆς Ῥωσσίας ν' ὑπουργήσῃ πρέσβυν εἰς τὰς ἑτέρας Δυνάμεις.	[713, 396, 929, 477]
calendar-title: ΗΜΕΡΟΛΟΓΙΟΝ	[15, 137, 203, 162]
war-library-ad-sub: Ἐξεδόθησαν	[306, 99, 388, 114]
phoscao-agent-name: ΔΑΜΑΛΑΣ καὶ Σία	[1059, 1929, 1183, 1944]
stock-name: Τράπεζης Κρήτης	[6, 629, 117, 645]
stock-row	[6, 862, 212, 878]
koufeta-sub: ΜΕ ΕΚΠΤΩΣΙΝ	[1310, 602, 1432, 622]
war-library-title: ΠΟΛΕΜΙΚΗ ΒΙΒΛΙΟΘΗΚΗ ΦΕΞΗ	[1017, 2047, 1486, 2080]
stock-name: Προν. Ἐταιρ. Ἐπισφαλ.	[6, 663, 156, 678]
stock-price: 109.—	[171, 547, 212, 563]
stock-name: Σιδηρ. Πειραιῶν-Μυλαιάδ.	[6, 447, 116, 479]
stock-name: » Πελοποννήσου	[6, 762, 114, 777]
post-text: ΠΑΡΑΣΚΕΥΗ, 25 Ἀπριλίου — Εἰς Σμύρνην καὶ Μυτιλήνην (Κεδίβι) περιστερ. Εἰς Σάμον (Λόιδ) 3 μ.μ. Εἰς Ἀλεξάνδρειαν, Κύπρον, Ἰόνιον καὶ Ἀλεξάνδρειαν (Ρουμανικὸν) 11 π.μ. Εἰς Χίον καὶ Μυτιλήνην 10 π.μ. Εἰς Ὕδραν (Κεδίβι) 7 π.μ.	[484, 702, 700, 833]
woman-portrait-icon	[1180, 688, 1278, 884]
stock-name: Σιδηρ. Ἀθηνῶν Πειραιῶς	[6, 712, 100, 744]
trichothrepsini-title: ΤΡΙΧΟΘΡΕΨΙΝΗ	[1180, 889, 1332, 911]
mill-sub: ΚΑΦΕΜΥΛΟΣ ΜΟΝΑΡΧ	[507, 1205, 677, 1221]
rose-text: Κάτι μίλησα σήμερα νὰ φανῇ τὸ Ἀπρίλη πού μᾶς ἔφερε τὰ τριαντάφυλλα.	[6, 1435, 212, 1484]
chronicles-title: ΧΡΟΝΙΚΑ	[24, 988, 194, 1028]
stock-price: 109.50	[168, 861, 212, 876]
stock-name: Προν. Νήσων	[6, 861, 93, 876]
phoscao-copy	[940, 1689, 1302, 1965]
world-title: ΤΟΥ ΚΟΣΜΟΥ	[1180, 76, 1283, 92]
phoscao-city: ἐν Πειραιεῖ	[1088, 1947, 1154, 1962]
masthead: ΣΚΡΙΠ	[724, 18, 844, 52]
epi-title: ΕΠΙΚΑΙΡΟΣ ΑΠΟΛΑΥΣΙΣ	[26, 1275, 191, 1291]
stock-row	[6, 912, 212, 928]
column-3	[484, 73, 929, 2061]
stock-price: 596.—	[171, 712, 200, 744]
thoughts-sign: ΧΑΜΦΥΝ	[150, 1645, 212, 1661]
stock-name: » 'Ελλην. Μεταλλείων	[6, 795, 150, 811]
stock-row	[6, 448, 212, 481]
stock-price: 424.—	[171, 514, 212, 529]
biography-title-2: ΤΟΥ ΒΑΣΙΛΕΩΣ ΓΕΩΡΓΙΟΥ	[500, 139, 913, 174]
here-there-paragraph: — Αἱ ἐξετάσεις θὰ ἀρχίσουν ἐνωρὶς καὶ θὰ λήξουν πρὸ τῶν μεγάλων καυσώνων.	[221, 1082, 472, 1131]
stock-leader	[132, 845, 168, 858]
stock-row	[6, 696, 212, 713]
subs-line: Διά τούς ἐν ΡΩΣΣΙΑ συνδρομητάς μας εἶνε	[36, 224, 181, 257]
stock-leader	[148, 696, 168, 709]
stock-name: Ἐθνικ. Ἐταιρείας	[6, 679, 119, 695]
stock-leader	[18, 530, 168, 543]
stock-row	[6, 746, 212, 763]
fund-text: Ἐκτίθεται εἰς ἐπαναληπτικὴν πλειοδοτικὴν δημοπρασίαν ὁ ἐγγύησιν προσφέρον. 1) Ἡ δεκαετὴς ἐνοικίασις τῆς ἐπὶ τῆς ὁδοῦ Σταδίου ἀριθ. 16 οἰκίας. 2) Ἡ πενταετὴς ἐνοικίασις τοῦ ἐπὶ τῆς ὁδοῦ ὀπισθεν μαγαζείου. Ἐν Ἀθήναις τῇ 21 Ἀπριλίου 1914. Ὁ Πρόεδρος	[940, 136, 1169, 284]
